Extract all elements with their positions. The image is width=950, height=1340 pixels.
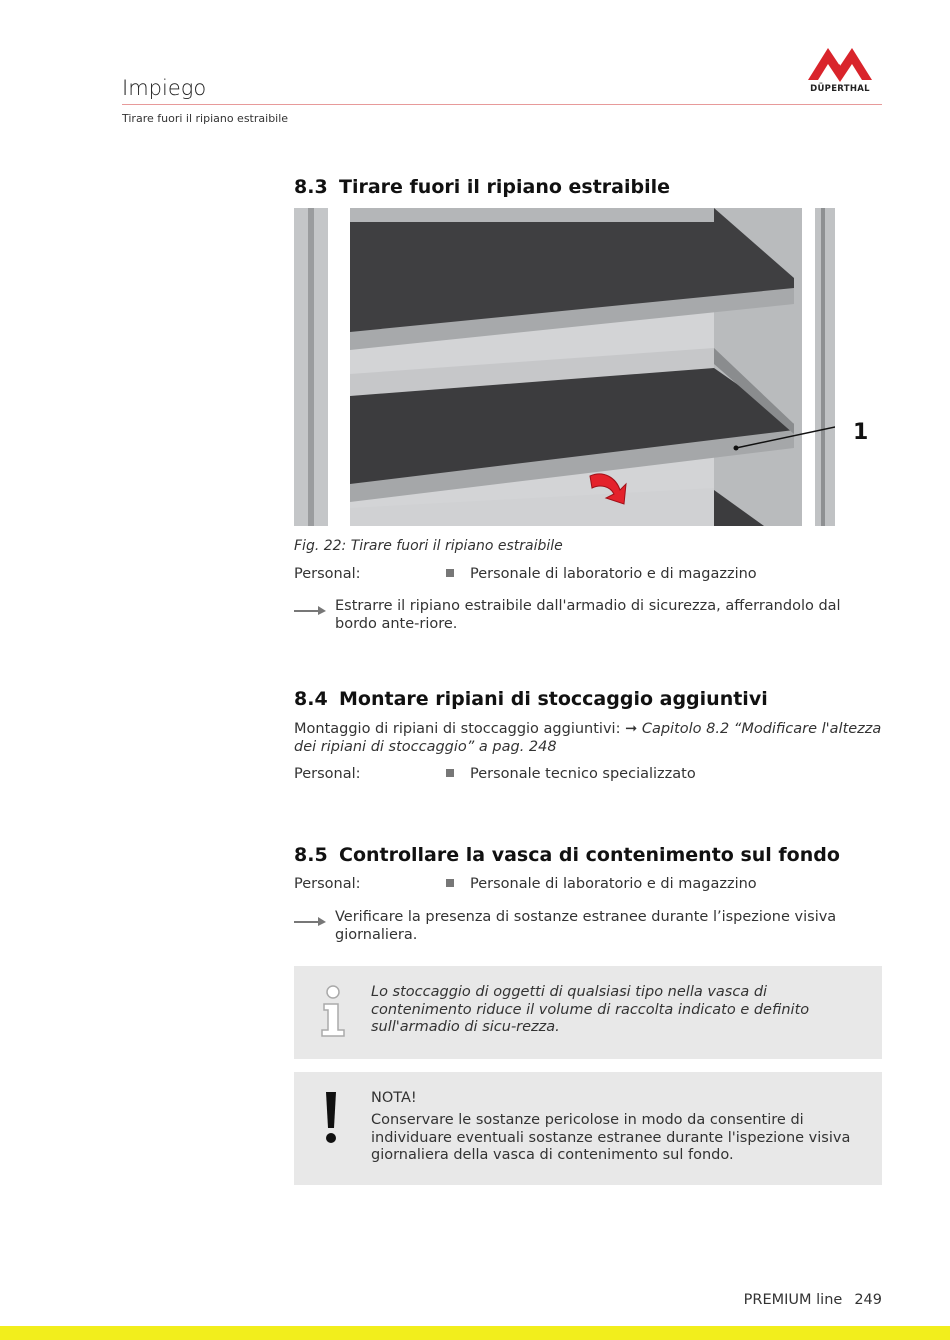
reference-icon: ➞ bbox=[625, 721, 642, 737]
personal-value: Personale di laboratorio e di magazzino bbox=[470, 566, 757, 582]
page-header-subtitle: Tirare fuori il ripiano estraibile bbox=[122, 112, 289, 125]
exclamation-icon bbox=[324, 1092, 338, 1144]
page-header-title: Impiego bbox=[122, 76, 207, 100]
header-divider bbox=[122, 104, 882, 105]
shelf-illustration bbox=[294, 208, 835, 526]
page-footer bbox=[744, 1292, 882, 1308]
section-title: Montare ripiani di stoccaggio aggiuntivi bbox=[339, 688, 768, 710]
step-text: Verificare la presenza di sostanze estranee durante l’ispezione visiva giornaliera. bbox=[335, 909, 837, 943]
instruction-step bbox=[294, 597, 883, 633]
info-icon bbox=[318, 984, 348, 1038]
personal-label: Personal: bbox=[294, 566, 361, 582]
figure-caption: Fig. 22: Tirare fuori il ripiano estraibile bbox=[294, 538, 563, 554]
step-text: Estrarre il ripiano estraibile dall'armadio di sicurezza, afferrandolo dal bordo ante-riore. bbox=[335, 598, 841, 632]
instruction-step bbox=[294, 908, 883, 944]
figure-callout-number: 1 bbox=[853, 420, 869, 445]
personal-label: Personal: bbox=[294, 766, 361, 782]
product-name: PREMIUM line bbox=[743, 1292, 843, 1308]
step-arrow-icon bbox=[294, 914, 326, 926]
section-number: 8.4 bbox=[294, 688, 328, 710]
note-box bbox=[294, 1072, 882, 1185]
step-arrow-icon bbox=[294, 603, 326, 615]
note-heading: NOTA! bbox=[371, 1090, 417, 1106]
section-number: 8.5 bbox=[294, 844, 328, 866]
brand-name: DÜPERTHAL bbox=[810, 84, 870, 94]
personal-value: Personale di laboratorio e di magazzino bbox=[470, 876, 757, 892]
section-8-4-intro bbox=[294, 720, 884, 756]
intro-text: Montaggio di ripiani di stoccaggio aggiuntivi: bbox=[294, 721, 626, 737]
section-8-3-heading bbox=[294, 176, 670, 198]
personal-label: Personal: bbox=[294, 876, 361, 892]
footer-accent-bar bbox=[0, 1326, 950, 1340]
info-text: Lo stoccaggio di oggetti di qualsiasi tipo nella vasca di contenimento riduce il volume di raccolta indicato e definito sull'armadio di sicu-rezza. bbox=[371, 984, 810, 1035]
section-8-4-heading bbox=[294, 688, 768, 710]
page-number: 249 bbox=[854, 1292, 882, 1308]
section-title: Controllare la vasca di contenimento sul fondo bbox=[339, 844, 840, 866]
info-box bbox=[294, 966, 882, 1059]
note-text: Conservare le sostanze pericolose in modo da consentire di individuare eventuali sostanze estranee durante l'ispezione visiva giornaliera della vasca di contenimento sul fondo. bbox=[371, 1112, 851, 1163]
personal-value: Personale tecnico specializzato bbox=[470, 766, 696, 782]
chapter-reference-link[interactable]: Capitolo 8.2 “Modificare l'altezza dei ripiani di stoccaggio” a pag. 248 bbox=[294, 721, 882, 755]
section-number: 8.3 bbox=[294, 176, 328, 198]
section-8-5-heading bbox=[294, 844, 840, 866]
section-title: Tirare fuori il ripiano estraibile bbox=[339, 176, 671, 198]
